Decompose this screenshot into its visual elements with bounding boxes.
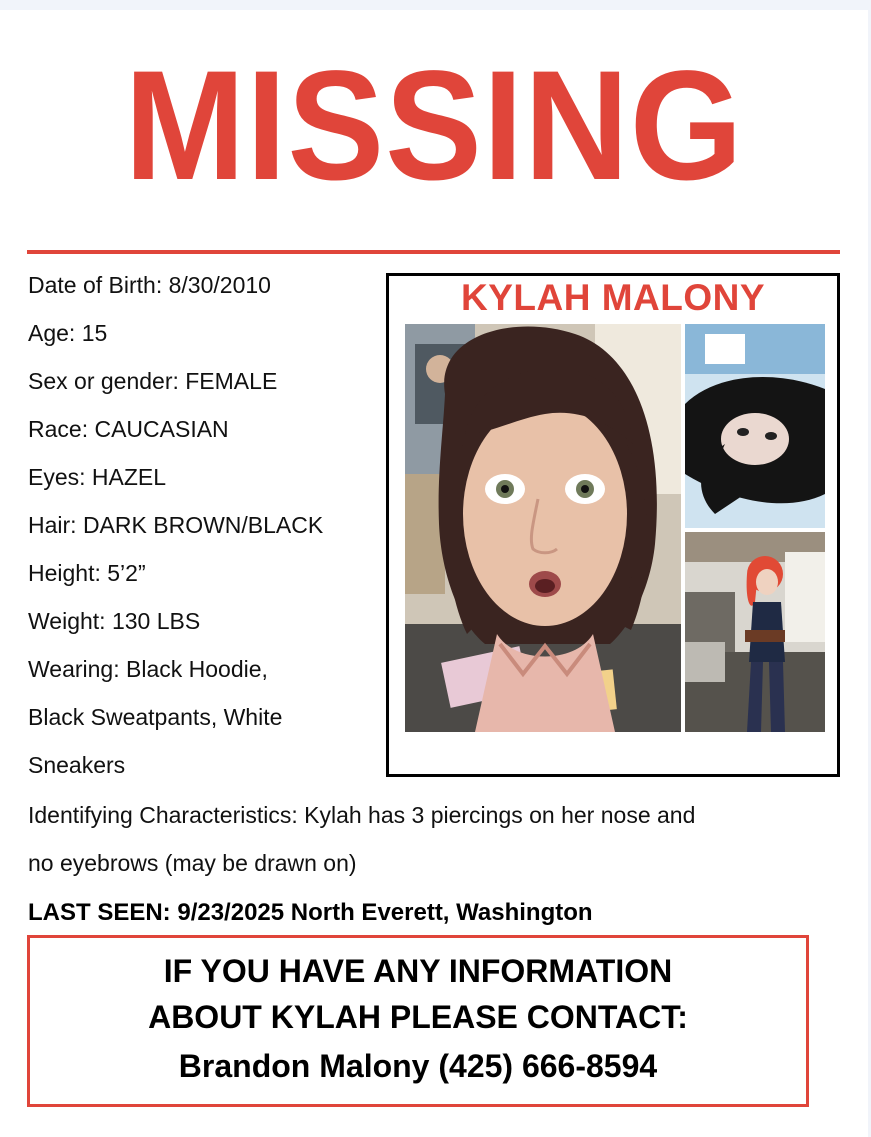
identifying-characteristics-line-2: no eyebrows (may be drawn on) [28,850,357,876]
headline: MISSING [124,39,744,213]
photo-frame [386,273,840,777]
hair: Hair: DARK BROWN/BLACK [28,512,324,538]
contact-box [27,935,809,1107]
wearing-line-3: Sneakers [28,752,126,778]
last-seen: LAST SEEN: 9/23/2025 North Everett, Washington [28,899,593,926]
contact-line-2: ABOUT KYLAH PLEASE CONTACT: [148,999,688,1035]
person-name: KYLAH MALONY [460,277,766,318]
age: Age: 15 [28,320,108,346]
race: Race: CAUCASIAN [28,416,229,442]
height: Height: 5’2” [28,560,146,586]
contact-line-1: IF YOU HAVE ANY INFORMATION [163,953,673,989]
portrait-photo [405,324,681,732]
kitchen-photo [685,532,825,732]
identifying-characteristics-line-1: Identifying Characteristics: Kylah has 3 piercings on her nose and [28,802,696,828]
wearing-line-1: Wearing: Black Hoodie, [28,656,268,682]
tilted-selfie-image [685,324,825,528]
eyes: Eyes: HAZEL [28,464,167,490]
sex-or-gender: Sex or gender: FEMALE [28,368,278,394]
wearing-line-2: Black Sweatpants, White [28,704,283,730]
details-list [28,261,368,789]
contact-phone: Brandon Malony (425) 666-8594 [178,1048,658,1084]
date-of-birth: Date of Birth: 8/30/2010 [28,272,271,298]
portrait-image [405,324,681,732]
kitchen-image [685,532,825,732]
tilted-selfie-photo [685,324,825,528]
weight: Weight: 130 LBS [28,608,201,634]
red-divider [27,250,840,254]
missing-poster [0,10,868,1137]
